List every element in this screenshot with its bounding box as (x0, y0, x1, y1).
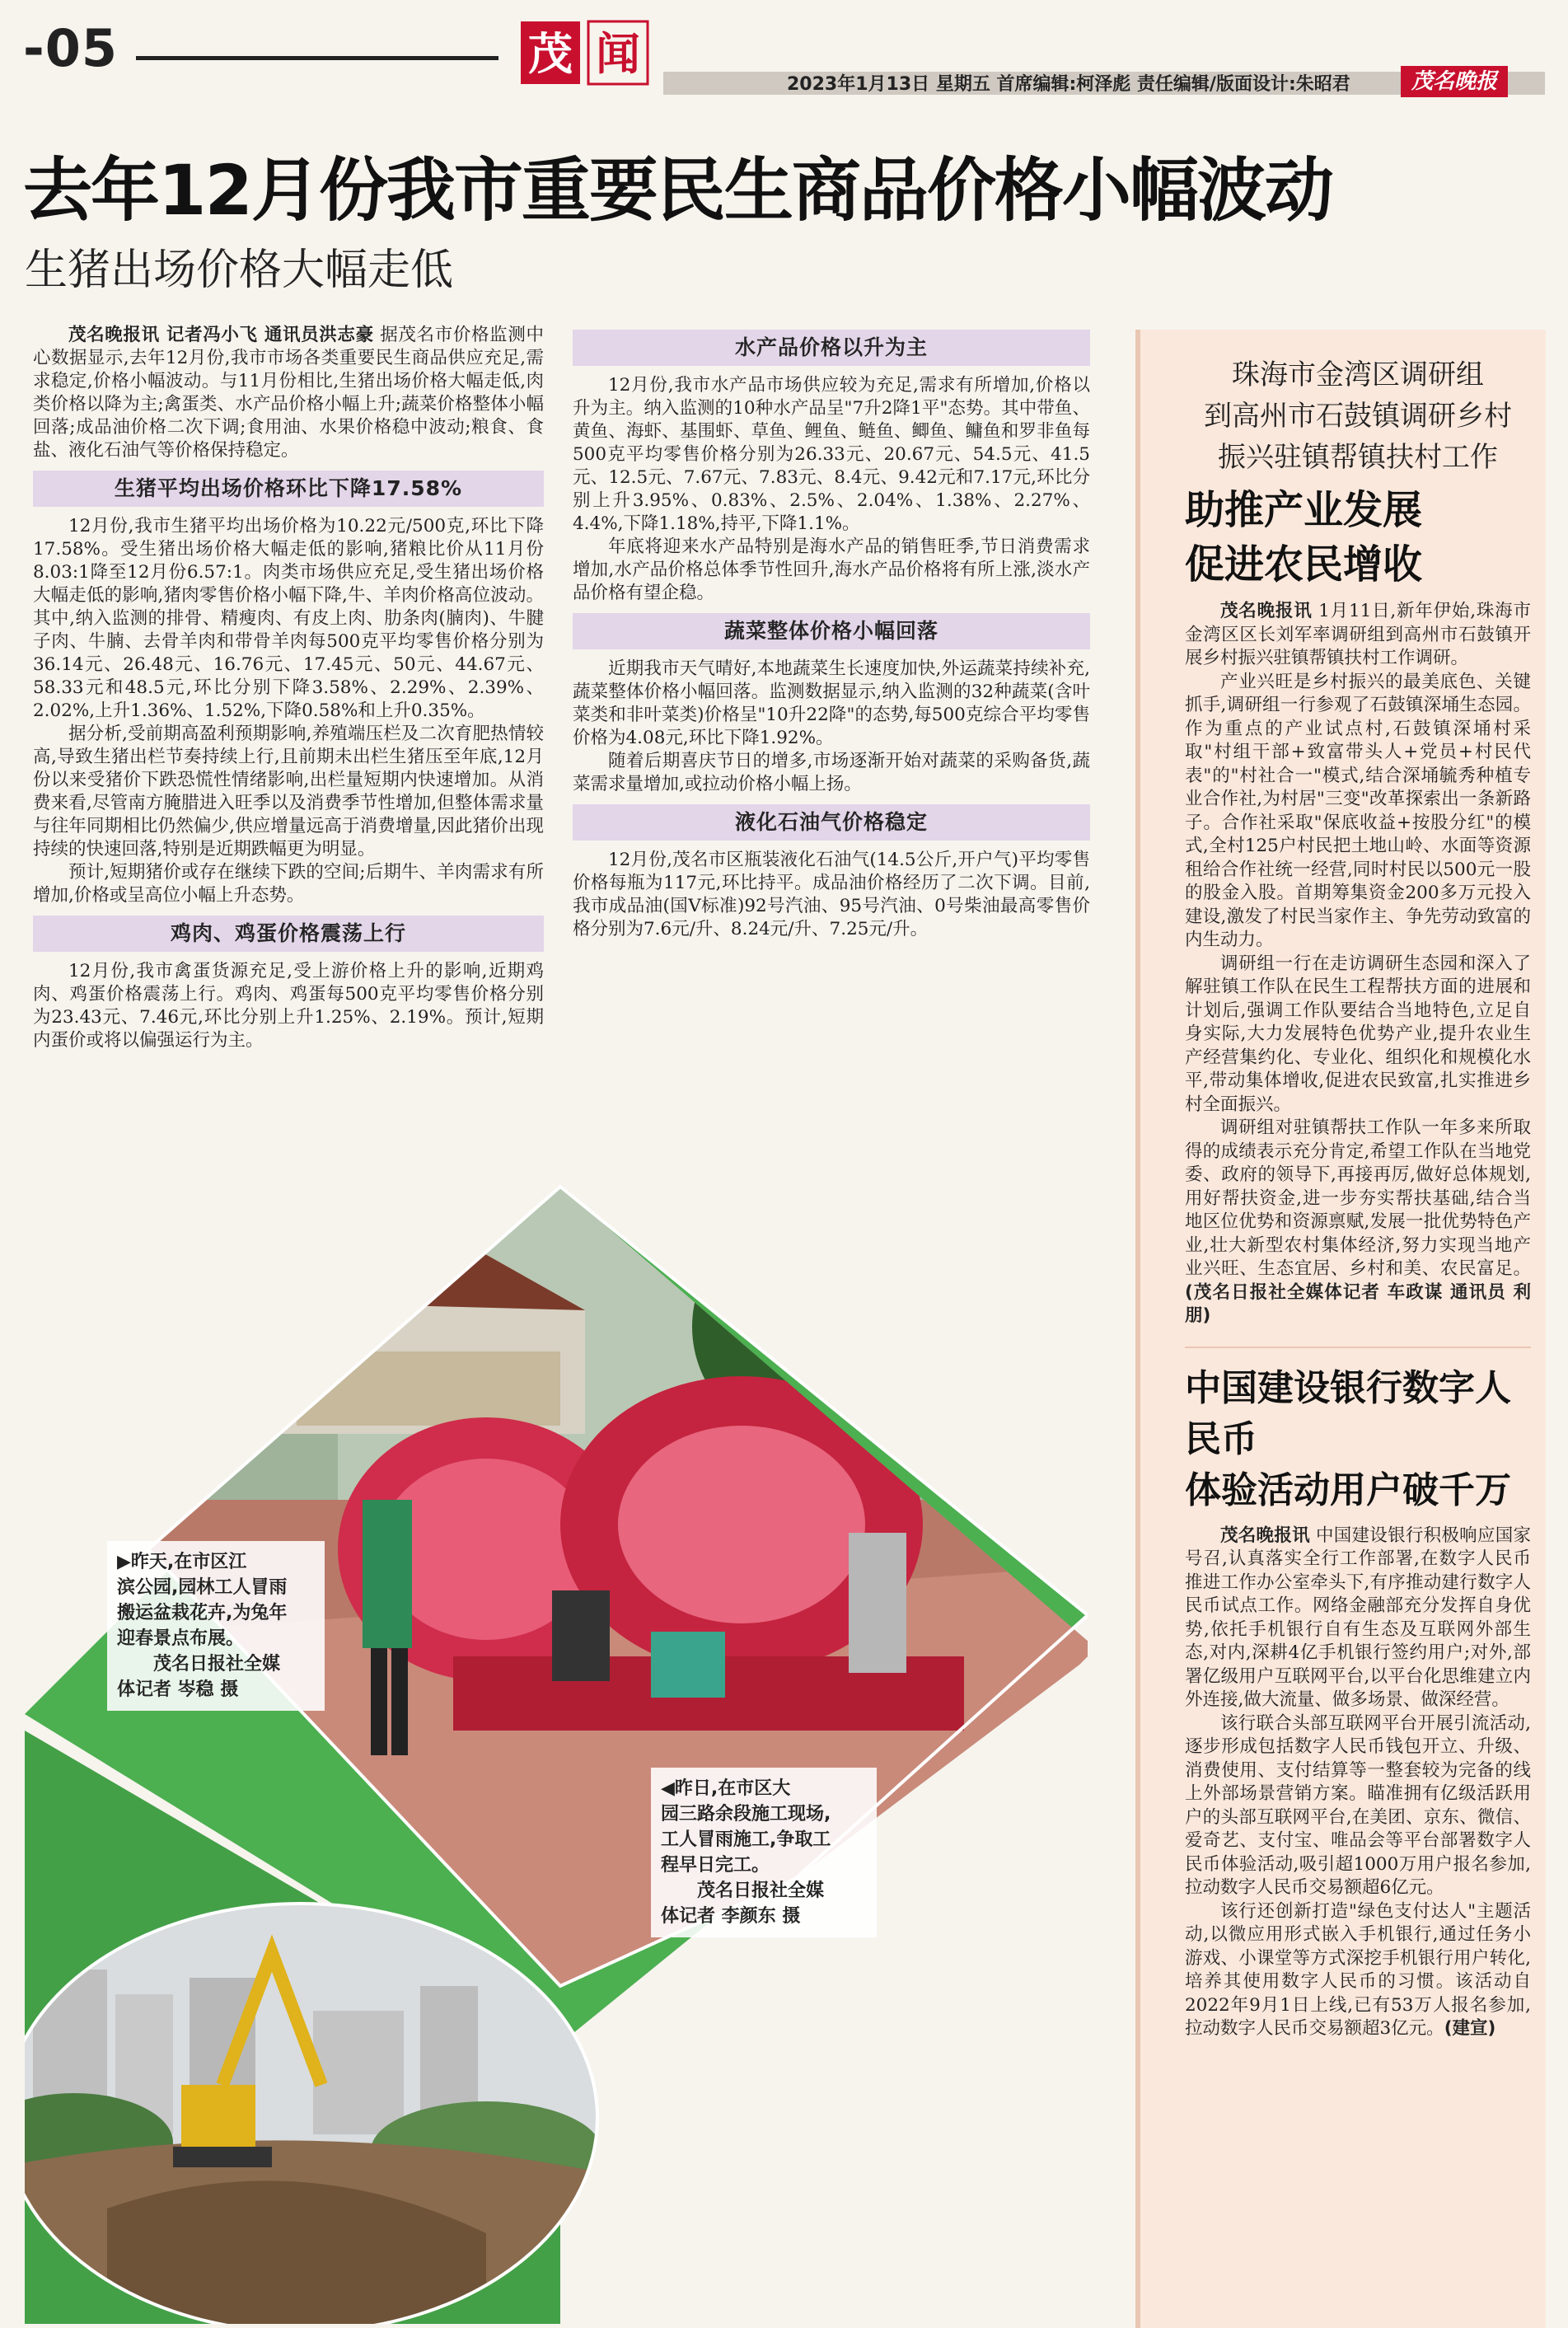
section-char-2: 闻 (596, 28, 640, 80)
paragraph: 中国建设银行积极响应国家号召,认真落实全行工作部署,在数字人民币推进工作办公室牵头下,有序推动建行数字人民币试点工作。网络金融部充分发挥自身优势,依托手机银行自有生态及互联网外部生态,对内,深耕4亿手机银行签约用户;对外,部署亿级用户互联网平台,以平台化思维建立内外连接,做大流量、做多场景、做深经营。 (1185, 1525, 1531, 1710)
subhead-poultry: 鸡肉、鸡蛋价格震荡上行 (33, 916, 544, 952)
sidebar-story2-headline (1185, 1363, 1531, 1516)
subhead-pork: 生猪平均出场价格环比下降17.58% (33, 471, 544, 507)
article-lead: 据茂名市价格监测中心数据显示,去年12月份,我市市场各类重要民生商品供应充足,需求稳定,价格小幅波动。与11月份相比,生猪出场价格大幅走低,肉类价格以降为主;禽蛋类、水产品价格小幅上升;蔬菜价格整体小幅回落;成品油价格二次下调;食用油、水果价格稳中波动;粮食、食盐、液化石油气等价格保持稳定。 (33, 325, 544, 461)
subhead-vegetable: 蔬菜整体价格小幅回落 (573, 613, 1090, 649)
sidebar-signoff: (建宣) (1444, 2018, 1496, 2039)
sidebar-signoff: (茂名日报社全媒体记者 车政谋 通讯员 利朋) (1185, 1281, 1531, 1326)
section-char-1: 茂 (528, 28, 573, 80)
paragraph: 随着后期喜庆节日的增多,市场逐渐开始对蔬菜的采购备货,蔬菜需求量增加,或拉动价格小幅上扬。 (573, 751, 1090, 794)
article-column-2 (573, 330, 1090, 941)
main-headline: 去年12月份我市重要民生商品价格小幅波动 (23, 150, 1332, 231)
paragraph: 该行联合头部互联网平台开展引流活动,逐步形成包括数字人民币钱包开立、升级、消费使用、支付结算等一整套较为完备的线上外部场景营销方案。瞄准拥有亿级活跃用户的头部互联网平台,在美团、京东、微信、爱奇艺、支付宝、唯品会等平台部署数字人民币体验活动,吸引超1000万用户报名参加,拉动数字人民币交易额超6亿元。 (1185, 1712, 1531, 1898)
masthead-logo: 茂名晚报 (1401, 66, 1508, 97)
caption-line: 工人冒雨施工,争取工 (661, 1829, 831, 1850)
subhead-lpg: 液化石油气价格稳定 (573, 804, 1090, 841)
article-byline: 茂名晚报讯 记者冯小飞 通讯员洪志豪 (68, 325, 374, 345)
paragraph: 近期我市天气晴好,本地蔬菜生长速度加快,外运蔬菜持续补充,蔬菜整体价格小幅回落。监测数据显示,纳入监测的32种蔬菜(含叶菜类和非叶菜类)价格呈"10升22降"的态势,每500克综合平均零售价格为4.08元,环比下降1.92%。 (573, 658, 1090, 748)
caption-line: ◀昨日,在市区大 (661, 1778, 791, 1799)
photo-collage (25, 1137, 1088, 2324)
caption-line: 园三路余段施工现场, (661, 1804, 831, 1824)
sidebar-panel (1135, 330, 1546, 2328)
sidebar-byline: 茂名晚报讯 (1220, 1525, 1310, 1546)
headline-line: 促进农民增收 (1185, 541, 1423, 588)
caption-line: 搬运盆栽花卉,为兔年 (117, 1603, 288, 1623)
caption-line: 程早日完工。 (661, 1855, 770, 1876)
title-line: 珠海市金湾区调研组 (1232, 358, 1484, 391)
title-line: 振兴驻镇帮镇扶村工作 (1218, 441, 1498, 474)
paragraph: 12月份,茂名市区瓶装液化石油气(14.5公斤,开户气)平均零售价格每瓶为117元,环比持平。成品油价格经历了二次下调。目前,我市成品油(国Ⅴ标准)92号汽油、95号汽油、0号柴油最高零售价格分别为7.6元/升、8.24元/升、7.25元/升。 (573, 850, 1090, 939)
subhead-aquatic: 水产品价格以升为主 (573, 330, 1090, 366)
headline-line: 中国建设银行数字人民币 (1185, 1366, 1511, 1460)
photo-caption-bottom (651, 1768, 877, 1937)
sidebar-story1-body (1185, 600, 1531, 1328)
sidebar-story2-body (1185, 1525, 1531, 2041)
headline-line: 助推产业发展 (1185, 487, 1423, 533)
caption-line: ▶昨天,在市区江 (117, 1552, 247, 1572)
caption-line: 滨公园,园林工人冒雨 (117, 1577, 288, 1598)
sidebar-story1-headline (1185, 483, 1531, 592)
header-rule (136, 56, 498, 60)
photo-caption-top (107, 1541, 325, 1711)
caption-credit: 茂名日报社全媒 (153, 1654, 281, 1675)
paragraph: 调研组对驻镇帮扶工作队一年多来所取得的成绩表示充分肯定,希望工作队在当地党委、政府的领导下,再接再厉,做好总体规划,用好帮扶资金,进一步夯实帮扶基础,结合当地区位优势和资源禀赋,发展一批优势特色产业,壮大新型农村集体经济,努力实现当地产业兴旺、生态宜居、乡村和美、农民富足。 (1185, 1117, 1531, 1279)
paragraph: 12月份,我市水产品市场供应较为充足,需求有所增加,价格以升为主。纳入监测的10种水产品呈"7升2降1平"态势。其中带鱼、黄鱼、海虾、基围虾、草鱼、鲤鱼、鲢鱼、鲫鱼、鳙鱼和罗非鱼每500克平均零售价格分别为26.33元、20.67元、54.5元、41.5元、12.5元、7.67元、7.83元、8.4元、9.42元和7.17元,环比分别上升3.95%、0.83%、2.5%、2.04%、1.38%、2.27%、4.4%,下降1.18%,持平,下降1.1%。 (573, 375, 1090, 534)
paragraph: 1月11日,新年伊始,珠海市金湾区区长刘军率调研组到高州市石鼓镇开展乡村振兴驻镇帮镇扶村工作调研。 (1185, 601, 1531, 668)
title-line: 到高州市石鼓镇调研乡村 (1204, 400, 1512, 433)
paragraph: 12月份,我市禽蛋货源充足,受上游价格上升的影响,近期鸡肉、鸡蛋价格震荡上行。鸡肉、鸡蛋每500克平均零售价格分别为23.43元、7.46元,环比分别上升1.25%、2.19%。预计,短期内蛋价或将以偏强运行为主。 (33, 961, 544, 1051)
caption-line: 迎春景点布展。 (117, 1628, 245, 1649)
caption-credit: 茂名日报社全媒 (697, 1881, 825, 1901)
sidebar-byline: 茂名晚报讯 (1220, 601, 1313, 621)
sub-headline: 生猪出场价格大幅走低 (25, 246, 454, 295)
article-column-1 (33, 324, 544, 1052)
sidebar-story1-title (1185, 354, 1531, 478)
section-logo (519, 18, 651, 89)
caption-credit: 体记者 岑稳 摄 (117, 1679, 239, 1700)
paragraph: 调研组一行在走访调研生态园和深入了解驻镇工作队在民生工程帮扶方面的进展和计划后,强调工作队要结合当地特色,立足自身实际,大力发展特色优势产业,提升农业生产经营集约化、专业化、组织化和规模化水平,带动集体增收,促进农民致富,扎实推进乡村全面振兴。 (1185, 953, 1531, 1115)
headline-line: 体验活动用户破千万 (1185, 1468, 1511, 1511)
paragraph: 该行还创新打造"绿色支付达人"主题活动,以微应用形式嵌入手机银行,通过任务小游戏、小课堂等方式深挖手机银行用户转化,培养其使用数字人民币的习惯。该活动自2022年9月1日上线,已有53万人报名参加,拉动数字人民币交易额超3亿元。 (1185, 1900, 1531, 2039)
paragraph: 12月份,我市生猪平均出场价格为10.22元/500克,环比下降17.58%。受生猪出场价格大幅走低的影响,猪粮比价从11月份8.03:1降至12月份6.57:1。肉类市场供应充足,受生猪出场价格大幅走低的影响,猪肉零售价格小幅下降,牛、羊肉价格高位波动。其中,纳入监测的排骨、精瘦肉、有皮上肉、肋条肉(腩肉)、牛腱子肉、牛腩、去骨羊肉和带骨羊肉每500克平均零售价格分别为36.14元、26.48元、16.76元、17.45元、50元、44.67元、58.33元和48.5元,环比分别下降3.58%、2.29%、2.39%、2.02%,上升1.36%、1.52%,下降0.58%和上升0.35%。 (33, 516, 544, 721)
dateline: 2023年1月13日 星期五 首席编辑:柯泽彪 责任编辑/版面设计:朱昭君 (787, 74, 1350, 95)
paragraph: 年底将迎来水产品特别是海水产品的销售旺季,节日消费需求增加,水产品价格总体季节性回升,海水产品价格将有所上涨,淡水产品价格有望企稳。 (573, 536, 1090, 603)
page-number: -05 (23, 18, 119, 78)
paragraph: 产业兴旺是乡村振兴的最美底色、关键抓手,调研组一行参观了石鼓镇深埇生态园。作为重点的产业试点村,石鼓镇深埇村采取"村组干部+致富带头人+党员+村民代表"的"村社合一"模式,结合深埇毓秀种植专业合作社,为村居"三变"改革探索出一条新路子。合作社采取"保底收益+按股分红"的模式,全村125户村民把土地山岭、水面等资源租给合作社统一经营,同时村民以500元一股的股金入股。首期筹集资金200多万元投入建设,激发了村民当家作主、争先劳动致富的内生动力。 (1185, 671, 1531, 950)
paragraph: 据分析,受前期高盈利预期影响,养殖端压栏及二次育肥热情较高,导致生猪出栏节奏持续上行,且前期未出栏生猪压至年底,12月份以来受猪价下跌恐慌性情绪影响,出栏量短期内快速增加。从消费来看,尽管南方腌腊进入旺季以及消费季节性增加,但整体需求量与往年同期相比仍然偏少,供应增量远高于消费增量,因此猪价出现持续的快速回落,特别是近期跌幅更为明显。 (33, 724, 544, 860)
caption-credit: 体记者 李颜东 摄 (661, 1906, 801, 1927)
paragraph: 预计,短期猪价或存在继续下跌的空间;后期牛、羊肉需求有所增加,价格或呈高位小幅上升态势。 (33, 862, 544, 906)
